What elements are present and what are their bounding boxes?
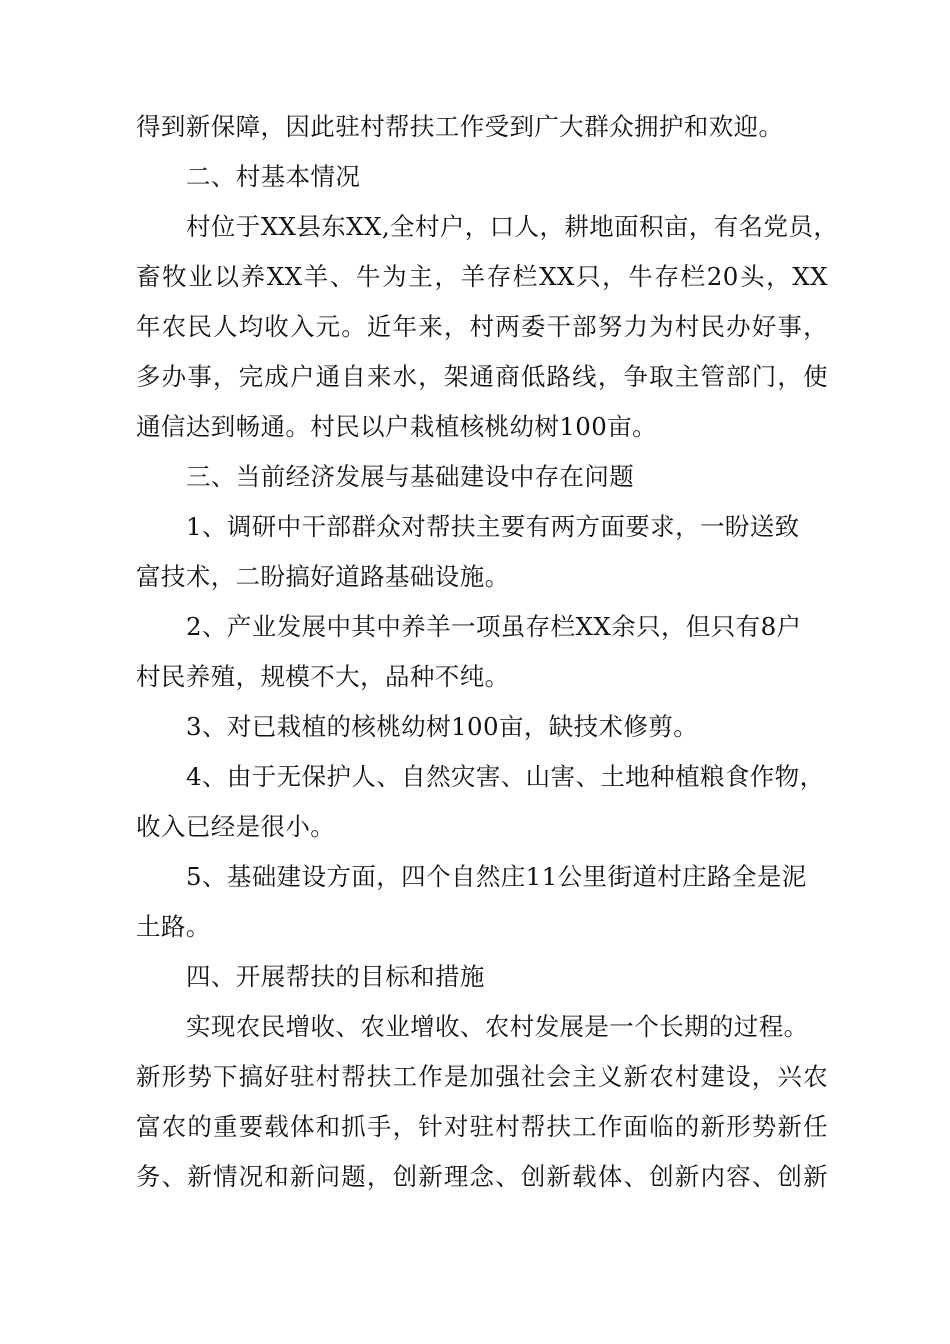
text-line: 土路。 — [136, 912, 211, 941]
list-item: 2、产业发展中其中养羊一项虽存栏XX余只，但只有8户 — [186, 612, 802, 641]
text-line: 富技术，二盼搞好道路基础设施。 — [136, 562, 510, 591]
text-line: 收入已经是很小。 — [136, 812, 336, 841]
text-line: 通信达到畅通。村民以户栽植核桃幼树100亩。 — [136, 412, 658, 441]
text-line: 村民养殖，规模不大，品种不纯。 — [136, 662, 510, 691]
list-item: 1、调研中干部群众对帮扶主要有两方面要求，一盼送致 — [186, 512, 800, 541]
text-line: 年农民人均收入元。近年来，村两委干部努力为村民办好事， — [136, 312, 828, 341]
text-line: 畜牧业以养XX羊、牛为主，羊存栏XX只，牛存栏20头，XX — [136, 262, 828, 291]
text-line: 得到新保障，因此驻村帮扶工作受到广大群众拥护和欢迎。 — [136, 112, 784, 141]
list-item: 5、基础建设方面，四个自然庄11公里街道村庄路全是泥 — [186, 862, 807, 891]
text-line: 新形势下搞好驻村帮扶工作是加强社会主义新农村建设，兴农 — [136, 1062, 828, 1091]
section-heading: 二、村基本情况 — [186, 162, 361, 191]
section-heading: 四、开展帮扶的目标和措施 — [186, 962, 485, 991]
text-line: 务、新情况和新问题，创新理念、创新载体、创新内容、创新 — [136, 1162, 828, 1191]
text-line: 实现农民增收、农业增收、农村发展是一个长期的过程。 — [186, 1012, 809, 1041]
list-item: 4、由于无保护人、自然灾害、山害、土地种植粮食作物， — [186, 762, 825, 791]
text-line: 富农的重要载体和抓手，针对驻村帮扶工作面临的新形势新任 — [136, 1112, 828, 1141]
text-line: 多办事，完成户通自来水，架通商低路线，争取主管部门，使 — [136, 362, 828, 391]
list-item: 3、对已栽植的核桃幼树100亩，缺技术修剪。 — [186, 712, 699, 741]
section-heading: 三、当前经济发展与基础建设中存在问题 — [186, 462, 635, 491]
text-line: 村位于XX县东XX,全村户，口人，耕地面积亩，有名党员， — [186, 212, 839, 241]
